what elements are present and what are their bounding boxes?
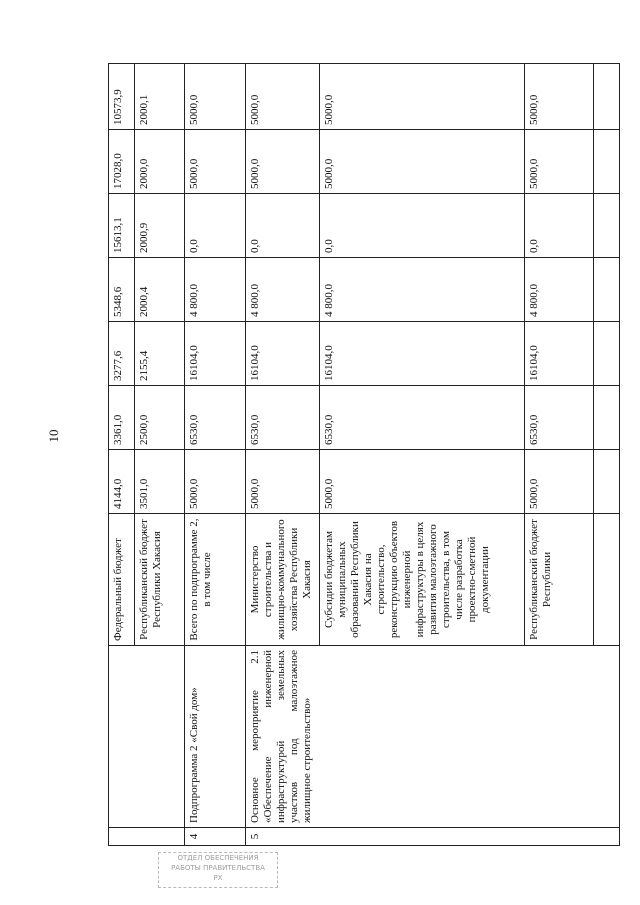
page-number: 10 xyxy=(46,429,61,443)
value-cell: 4 800,0 xyxy=(246,258,320,322)
value-cell: 6530,0 xyxy=(246,386,320,450)
value-cell: 0,0 xyxy=(320,194,525,258)
source-cell: Всего по подпрограмме 2, в том числе xyxy=(185,514,246,646)
value-cell: 15613,1 xyxy=(109,194,135,258)
source-cell: Федеральный бюджет xyxy=(109,514,135,646)
value-cell: 5000,0 xyxy=(320,450,525,514)
empty-cell xyxy=(594,64,620,130)
activity-cell: Основное мероприятие 2.1 «Обеспечение инженерной инфраструктурой земельных участков под малоэтажное жилищное строительство» xyxy=(246,646,620,828)
row-number-cell xyxy=(109,828,185,846)
empty-cell xyxy=(594,130,620,194)
value-cell: 5000,0 xyxy=(185,130,246,194)
value-cell: 5348,6 xyxy=(109,258,135,322)
empty-cell xyxy=(594,450,620,514)
value-cell: 5000,0 xyxy=(320,64,525,130)
archive-stamp xyxy=(158,852,278,888)
value-cell: 2000,0 xyxy=(134,130,184,194)
value-cell: 16104,0 xyxy=(185,322,246,386)
value-cell: 2500,0 xyxy=(134,386,184,450)
value-cell: 0,0 xyxy=(246,194,320,258)
value-cell: 5000,0 xyxy=(525,130,594,194)
table-row xyxy=(246,64,320,846)
source-cell: Субсидии бюджетам муниципальных образований Республики Хакасия на строительство, реконструкцию объектов инженерной инфраструктуры в целях развития малоэтажного строительства, в том числе разработка проектно-сметной документации xyxy=(320,514,525,646)
value-cell: 4 800,0 xyxy=(320,258,525,322)
value-cell: 5000,0 xyxy=(246,130,320,194)
value-cell: 16104,0 xyxy=(525,322,594,386)
value-cell: 16104,0 xyxy=(320,322,525,386)
value-cell: 4 800,0 xyxy=(185,258,246,322)
value-cell: 6530,0 xyxy=(320,386,525,450)
value-cell: 5000,0 xyxy=(246,450,320,514)
empty-cell xyxy=(594,514,620,646)
value-cell: 5000,0 xyxy=(525,64,594,130)
value-cell: 2155,4 xyxy=(134,322,184,386)
stamp-line: ОТДЕЛ ОБЕСПЕЧЕНИЯ xyxy=(177,854,259,862)
value-cell: 17028,0 xyxy=(109,130,135,194)
value-cell: 5000,0 xyxy=(320,130,525,194)
value-cell: 3501,0 xyxy=(134,450,184,514)
activity-cell: Подпрограмма 2 «Свой дом» xyxy=(185,646,246,828)
value-cell: 2000,1 xyxy=(134,64,184,130)
value-cell: 2000,9 xyxy=(134,194,184,258)
empty-cell xyxy=(594,194,620,258)
value-cell: 3361,0 xyxy=(109,386,135,450)
value-cell: 5000,0 xyxy=(246,64,320,130)
value-cell: 10573,9 xyxy=(109,64,135,130)
value-cell: 3277,6 xyxy=(109,322,135,386)
stamp-line: РХ xyxy=(213,874,223,882)
funding-table xyxy=(108,63,620,846)
row-number-cell: 4 xyxy=(185,828,246,846)
value-cell: 2000,4 xyxy=(134,258,184,322)
value-cell: 16104,0 xyxy=(246,322,320,386)
empty-cell xyxy=(594,322,620,386)
value-cell: 5000,0 xyxy=(185,450,246,514)
value-cell: 5000,0 xyxy=(185,64,246,130)
empty-cell xyxy=(594,258,620,322)
rotated-table-frame xyxy=(108,64,620,846)
value-cell: 0,0 xyxy=(525,194,594,258)
table-row xyxy=(185,64,246,846)
value-cell: 4144,0 xyxy=(109,450,135,514)
activity-cell xyxy=(109,646,185,828)
row-number-cell: 5 xyxy=(246,828,620,846)
empty-cell xyxy=(594,386,620,450)
value-cell: 6530,0 xyxy=(185,386,246,450)
source-cell: Министерство строительства и жилищно-коммунального хозяйства Республики Хакасия xyxy=(246,514,320,646)
stamp-line: РАБОТЫ ПРАВИТЕЛЬСТВА xyxy=(171,864,265,872)
source-cell: Республиканский бюджет Республики Хакасия xyxy=(134,514,184,646)
value-cell: 6530,0 xyxy=(525,386,594,450)
value-cell: 5000,0 xyxy=(525,450,594,514)
value-cell: 4 800,0 xyxy=(525,258,594,322)
source-cell: Республиканский бюджет Республики xyxy=(525,514,594,646)
value-cell: 0,0 xyxy=(185,194,246,258)
table-row xyxy=(109,64,135,846)
